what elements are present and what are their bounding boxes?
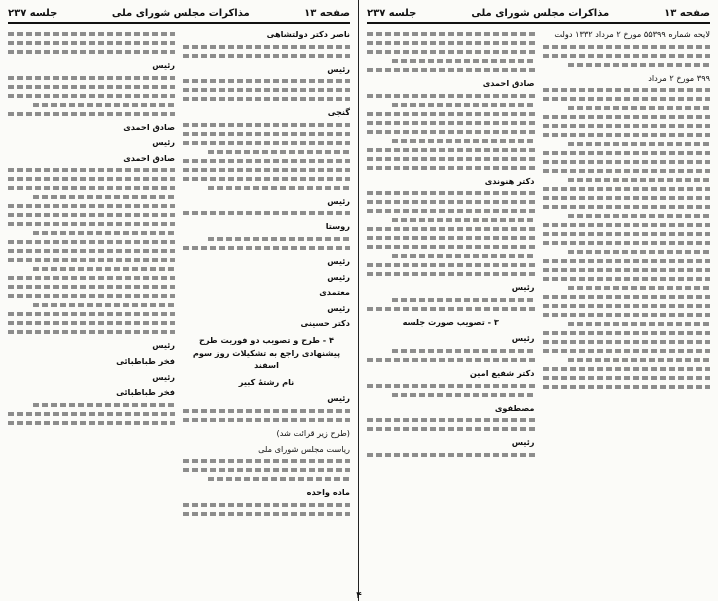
left-header-session: جلسه ۲۳۷ bbox=[8, 7, 58, 19]
text-line bbox=[8, 204, 175, 208]
paragraph: ۳۹۹ مورخ ۲ مرداد bbox=[648, 72, 710, 83]
text-line bbox=[183, 459, 350, 463]
speaker-name: گنجی bbox=[327, 107, 350, 118]
right-page-left-column bbox=[367, 28, 535, 591]
speaker-name: رئیس bbox=[327, 255, 350, 266]
text-line bbox=[568, 250, 710, 254]
text-line bbox=[543, 259, 711, 263]
right-header-page-label: صفحه ۱۳ bbox=[664, 7, 710, 19]
text-line bbox=[8, 177, 175, 181]
text-line bbox=[8, 240, 175, 244]
text-line bbox=[33, 195, 175, 199]
text-line bbox=[33, 231, 175, 235]
left-page-header bbox=[8, 4, 350, 24]
text-line bbox=[8, 41, 175, 45]
text-line bbox=[8, 32, 175, 36]
speaker-name: رئیس bbox=[511, 437, 535, 448]
right-header-session: جلسه ۲۳۷ bbox=[367, 7, 417, 19]
text-line bbox=[543, 268, 711, 272]
speaker-name: رئیس bbox=[327, 271, 350, 282]
text-line bbox=[568, 63, 710, 67]
text-line bbox=[543, 196, 711, 200]
text-line bbox=[183, 168, 350, 172]
text-line bbox=[543, 385, 711, 389]
section-title: ۳ - تصویب صورت جلسه bbox=[402, 316, 499, 327]
text-line bbox=[367, 68, 535, 72]
text-line bbox=[367, 236, 535, 240]
text-line bbox=[183, 246, 350, 250]
text-line bbox=[33, 267, 175, 271]
text-line bbox=[392, 298, 534, 302]
paragraph: ریاست مجلس شورای ملی bbox=[258, 443, 350, 454]
text-line bbox=[367, 157, 535, 161]
speaker-name: رئیس bbox=[152, 137, 175, 148]
text-line bbox=[543, 349, 711, 353]
text-line bbox=[8, 168, 175, 172]
text-line bbox=[183, 45, 350, 49]
text-line bbox=[392, 103, 534, 107]
text-line bbox=[208, 477, 350, 481]
text-line bbox=[8, 85, 175, 89]
text-line bbox=[33, 403, 175, 407]
text-line bbox=[183, 418, 350, 422]
text-line bbox=[543, 340, 711, 344]
speaker-name: ناصر دکتر دولتشاهی bbox=[266, 29, 350, 39]
text-line bbox=[8, 276, 175, 280]
text-line bbox=[8, 312, 175, 316]
text-line bbox=[8, 76, 175, 80]
text-line bbox=[367, 32, 535, 36]
text-line bbox=[367, 245, 535, 249]
text-line bbox=[367, 227, 535, 231]
text-line bbox=[8, 249, 175, 253]
text-line bbox=[183, 79, 350, 83]
text-line bbox=[543, 151, 711, 155]
right-page-header bbox=[367, 4, 710, 24]
speaker-name: رئیس bbox=[152, 60, 175, 70]
text-line bbox=[8, 222, 175, 226]
text-line bbox=[543, 115, 711, 119]
text-line bbox=[183, 132, 350, 136]
section-title: ۴ - طرح و تصویب دو فوریت طرح پیشنهادی راجع به تشکیلات روز سوم اسفند bbox=[192, 334, 341, 371]
text-line bbox=[568, 214, 710, 218]
text-line bbox=[367, 148, 535, 152]
text-line bbox=[183, 88, 350, 92]
text-line bbox=[8, 213, 175, 217]
speaker-name: رئیس bbox=[327, 302, 350, 313]
text-line bbox=[367, 112, 535, 116]
text-line bbox=[367, 209, 535, 213]
text-line bbox=[367, 50, 535, 54]
paragraph: لایحه شماره ۵۵۳۹۹ مورخ ۲ مرداد ۱۳۳۲ دولت bbox=[554, 29, 710, 39]
text-line bbox=[543, 232, 711, 236]
text-line bbox=[367, 121, 535, 125]
text-line bbox=[183, 97, 350, 101]
text-line bbox=[543, 160, 711, 164]
text-line bbox=[543, 97, 711, 101]
right-page-columns bbox=[367, 28, 710, 591]
text-line bbox=[183, 54, 350, 58]
text-line bbox=[8, 258, 175, 262]
text-line bbox=[8, 421, 175, 425]
left-page-columns bbox=[8, 28, 350, 591]
text-line bbox=[183, 211, 350, 215]
text-line bbox=[367, 384, 535, 388]
text-line bbox=[8, 321, 175, 325]
text-line bbox=[367, 94, 535, 98]
text-line bbox=[8, 412, 175, 416]
text-line bbox=[367, 130, 535, 134]
text-line bbox=[392, 254, 534, 258]
text-line bbox=[367, 191, 535, 195]
text-line bbox=[543, 88, 711, 92]
text-line bbox=[543, 54, 711, 58]
text-line bbox=[367, 453, 535, 457]
speaker-name: رئیس bbox=[327, 393, 350, 404]
text-line bbox=[183, 409, 350, 413]
text-line bbox=[367, 307, 535, 311]
text-line bbox=[568, 358, 710, 362]
text-line bbox=[392, 139, 534, 143]
text-line bbox=[8, 186, 175, 190]
speaker-name: رئیس bbox=[152, 371, 175, 382]
text-line bbox=[183, 123, 350, 127]
speaker-name: دکتر حسینی bbox=[300, 318, 350, 329]
text-line bbox=[183, 177, 350, 181]
section-title: نام رشتهٔ کبیر bbox=[238, 376, 295, 387]
text-line bbox=[183, 159, 350, 163]
text-line bbox=[183, 141, 350, 145]
speaker-name: رئیس bbox=[511, 333, 535, 344]
text-line bbox=[367, 41, 535, 45]
text-line bbox=[568, 106, 710, 110]
text-line bbox=[33, 303, 175, 307]
text-line bbox=[392, 218, 534, 222]
text-line bbox=[367, 427, 535, 431]
text-line bbox=[568, 322, 710, 326]
speaker-name: رئیس bbox=[511, 282, 535, 293]
text-line bbox=[8, 94, 175, 98]
text-line bbox=[543, 277, 711, 281]
text-line bbox=[543, 331, 711, 335]
text-line bbox=[367, 200, 535, 204]
speaker-name: روستا bbox=[325, 221, 350, 232]
speaker-name: مصطفوی bbox=[494, 402, 535, 413]
text-line bbox=[8, 294, 175, 298]
speaker-name: رئیس bbox=[327, 63, 350, 74]
text-line bbox=[183, 503, 350, 507]
text-line bbox=[367, 358, 535, 362]
text-line bbox=[543, 313, 711, 317]
text-line bbox=[208, 150, 350, 154]
text-line bbox=[33, 103, 175, 107]
text-line bbox=[8, 330, 175, 334]
text-line bbox=[367, 272, 535, 276]
text-line bbox=[392, 393, 534, 397]
speaker-name: دکتر هنوندی bbox=[484, 175, 535, 186]
text-line bbox=[543, 124, 711, 128]
left-page-left-column bbox=[8, 28, 175, 591]
text-line bbox=[568, 178, 710, 182]
text-line bbox=[543, 223, 711, 227]
text-line bbox=[543, 295, 711, 299]
text-line bbox=[568, 286, 710, 290]
speaker-name: ماده واحده bbox=[306, 487, 350, 498]
speaker-name: صادق احمدی bbox=[482, 78, 535, 88]
right-page bbox=[359, 0, 718, 601]
text-line bbox=[543, 45, 711, 49]
text-line bbox=[367, 263, 535, 267]
speaker-name: صادق احمدی bbox=[123, 152, 175, 163]
text-line bbox=[183, 468, 350, 472]
text-line bbox=[8, 50, 175, 54]
left-page-right-column bbox=[183, 28, 350, 591]
text-line bbox=[392, 349, 534, 353]
text-line bbox=[183, 512, 350, 516]
left-header-title: مذاکرات مجلس شورای ملی bbox=[111, 7, 250, 19]
text-line bbox=[543, 367, 711, 371]
text-line bbox=[543, 169, 711, 173]
speaker-name: دکتر شفیع امین bbox=[469, 367, 535, 378]
text-line bbox=[208, 237, 350, 241]
text-line bbox=[8, 112, 175, 116]
text-line bbox=[543, 133, 711, 137]
speaker-name: رئیس bbox=[327, 195, 350, 206]
speaker-name: صادق احمدی bbox=[123, 121, 175, 132]
speaker-name: رئیس bbox=[152, 340, 175, 351]
page-number: ۴ bbox=[356, 591, 362, 601]
text-line bbox=[392, 59, 534, 63]
text-line bbox=[208, 186, 350, 190]
text-line bbox=[543, 187, 711, 191]
text-line bbox=[367, 166, 535, 170]
text-line bbox=[543, 241, 711, 245]
speaker-name: معتمدی bbox=[319, 287, 350, 298]
text-line bbox=[543, 304, 711, 308]
text-line bbox=[568, 142, 710, 146]
text-line bbox=[543, 376, 711, 380]
paragraph: (طرح زیر قرائت شد) bbox=[276, 427, 350, 438]
text-line bbox=[543, 205, 711, 209]
left-header-page-label: صفحه ۱۳ bbox=[304, 7, 350, 19]
right-header-title: مذاکرات مجلس شورای ملی bbox=[471, 7, 610, 19]
text-line bbox=[367, 418, 535, 422]
right-page-right-column bbox=[543, 28, 711, 591]
text-line bbox=[8, 285, 175, 289]
speaker-name: فخر طباطبائی bbox=[116, 387, 175, 398]
speaker-name: فخر طباطبائی bbox=[116, 355, 175, 366]
